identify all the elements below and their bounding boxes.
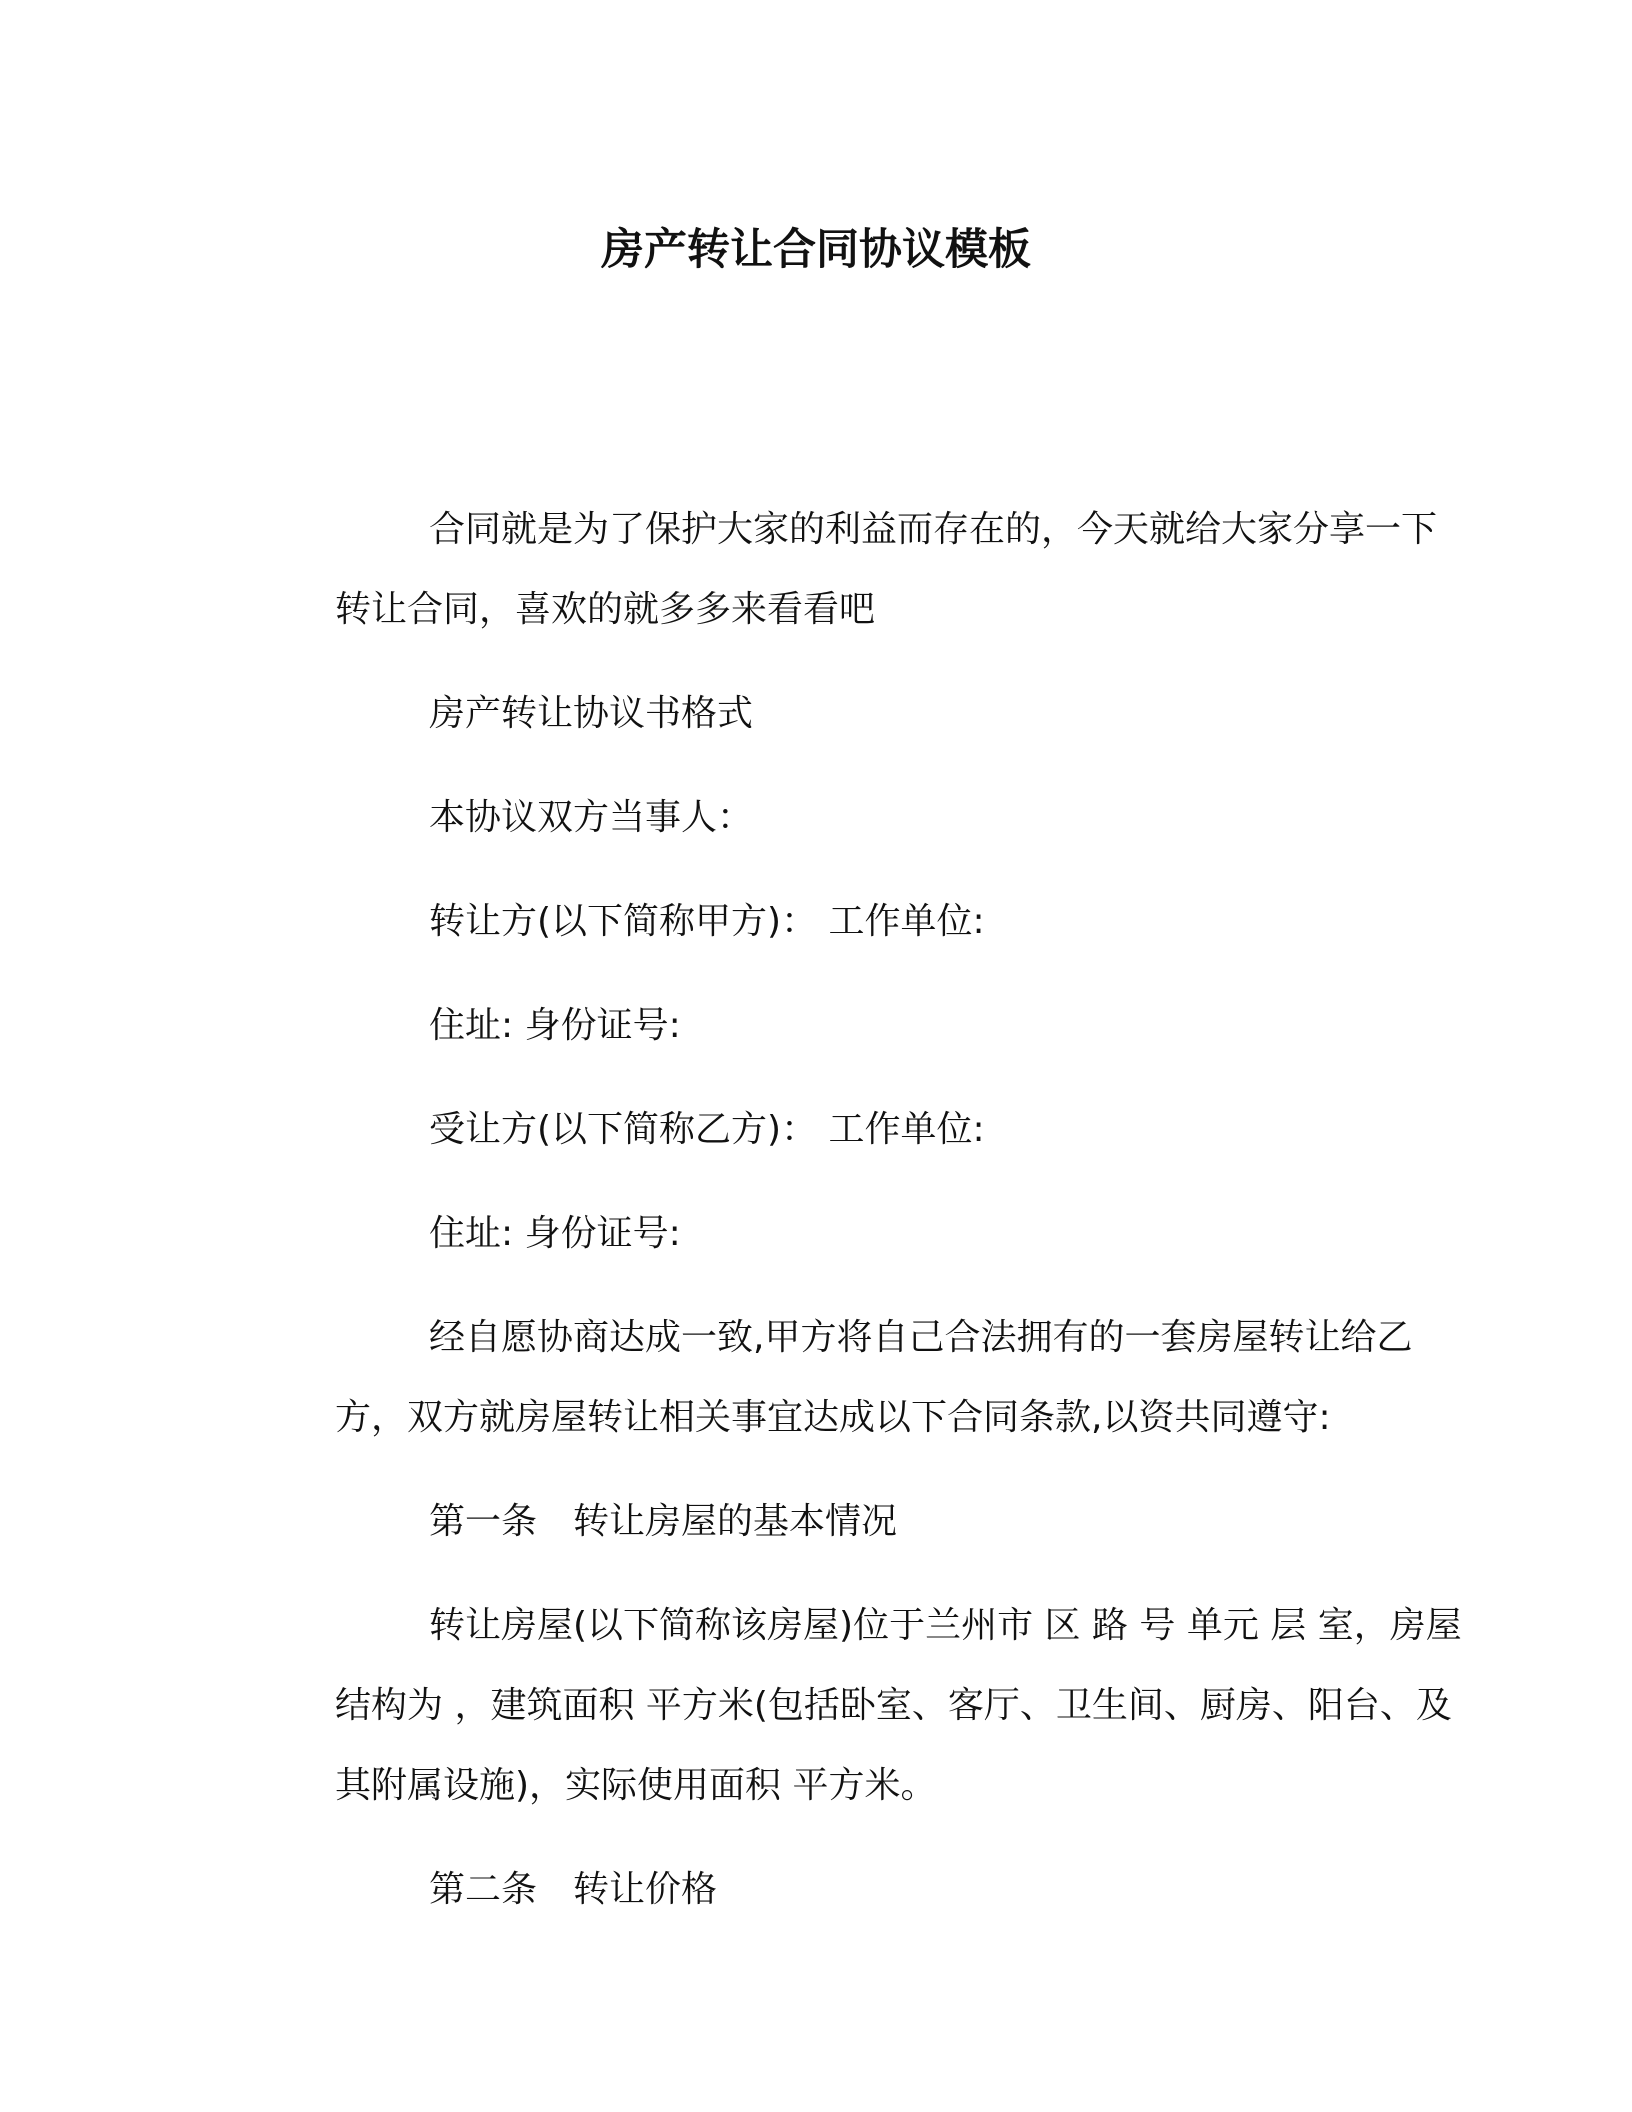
paragraph-house-details: [241, 1586, 1462, 1826]
paragraph-intro: [241, 490, 1438, 650]
paragraph-agreement: [241, 1298, 1413, 1458]
paragraph-line: 转让方(以下简称甲方)： 工作单位:: [429, 901, 985, 942]
paragraph-line: 住址: 身份证号:: [429, 1213, 681, 1254]
paragraph-line: 方，双方就房屋转让相关事宜达成以下合同条款,以资共同遵守:: [335, 1397, 1331, 1438]
paragraph-party-a: [241, 882, 1391, 962]
paragraph-line: 本协议双方当事人：: [429, 797, 754, 838]
paragraph-line: 合同就是为了保护大家的利益而存在的，今天就给大家分享一下: [429, 509, 1438, 550]
paragraph-parties: [241, 778, 1391, 858]
paragraph-party-a-address: [241, 986, 1391, 1066]
paragraph-line: 结构为 ，建筑面积 平方米(包括卧室、客厅、卫生间、厨房、阳台、及: [335, 1685, 1452, 1726]
paragraph-line: 转让房屋(以下简称该房屋)位于兰州市 区 路 号 单元 层 室，房屋: [429, 1605, 1462, 1646]
paragraph-line: 第二条 转让价格: [429, 1869, 718, 1910]
paragraph-line: 受让方(以下简称乙方)： 工作单位:: [429, 1109, 985, 1150]
paragraph-line: 经自愿协商达成一致,甲方将自己合法拥有的一套房屋转让给乙: [429, 1317, 1413, 1358]
paragraph-line: 转让合同，喜欢的就多多来看看吧: [335, 589, 876, 630]
paragraph-line: 其附属设施)，实际使用面积 平方米。: [335, 1765, 937, 1806]
article-two-heading: [241, 1850, 1391, 1930]
document-title: 房产转让合同协议模板: [601, 225, 1031, 275]
paragraph-line: 第一条 转让房屋的基本情况: [429, 1501, 898, 1542]
paragraph-party-b-address: [241, 1194, 1391, 1274]
paragraph-line: 住址: 身份证号:: [429, 1005, 681, 1046]
paragraph-line: 房产转让协议书格式: [429, 693, 754, 734]
paragraph-format-heading: [241, 674, 1391, 754]
paragraph-party-b: [241, 1090, 1391, 1170]
document-body: [241, 490, 1462, 1954]
article-one-heading: [241, 1482, 1391, 1562]
